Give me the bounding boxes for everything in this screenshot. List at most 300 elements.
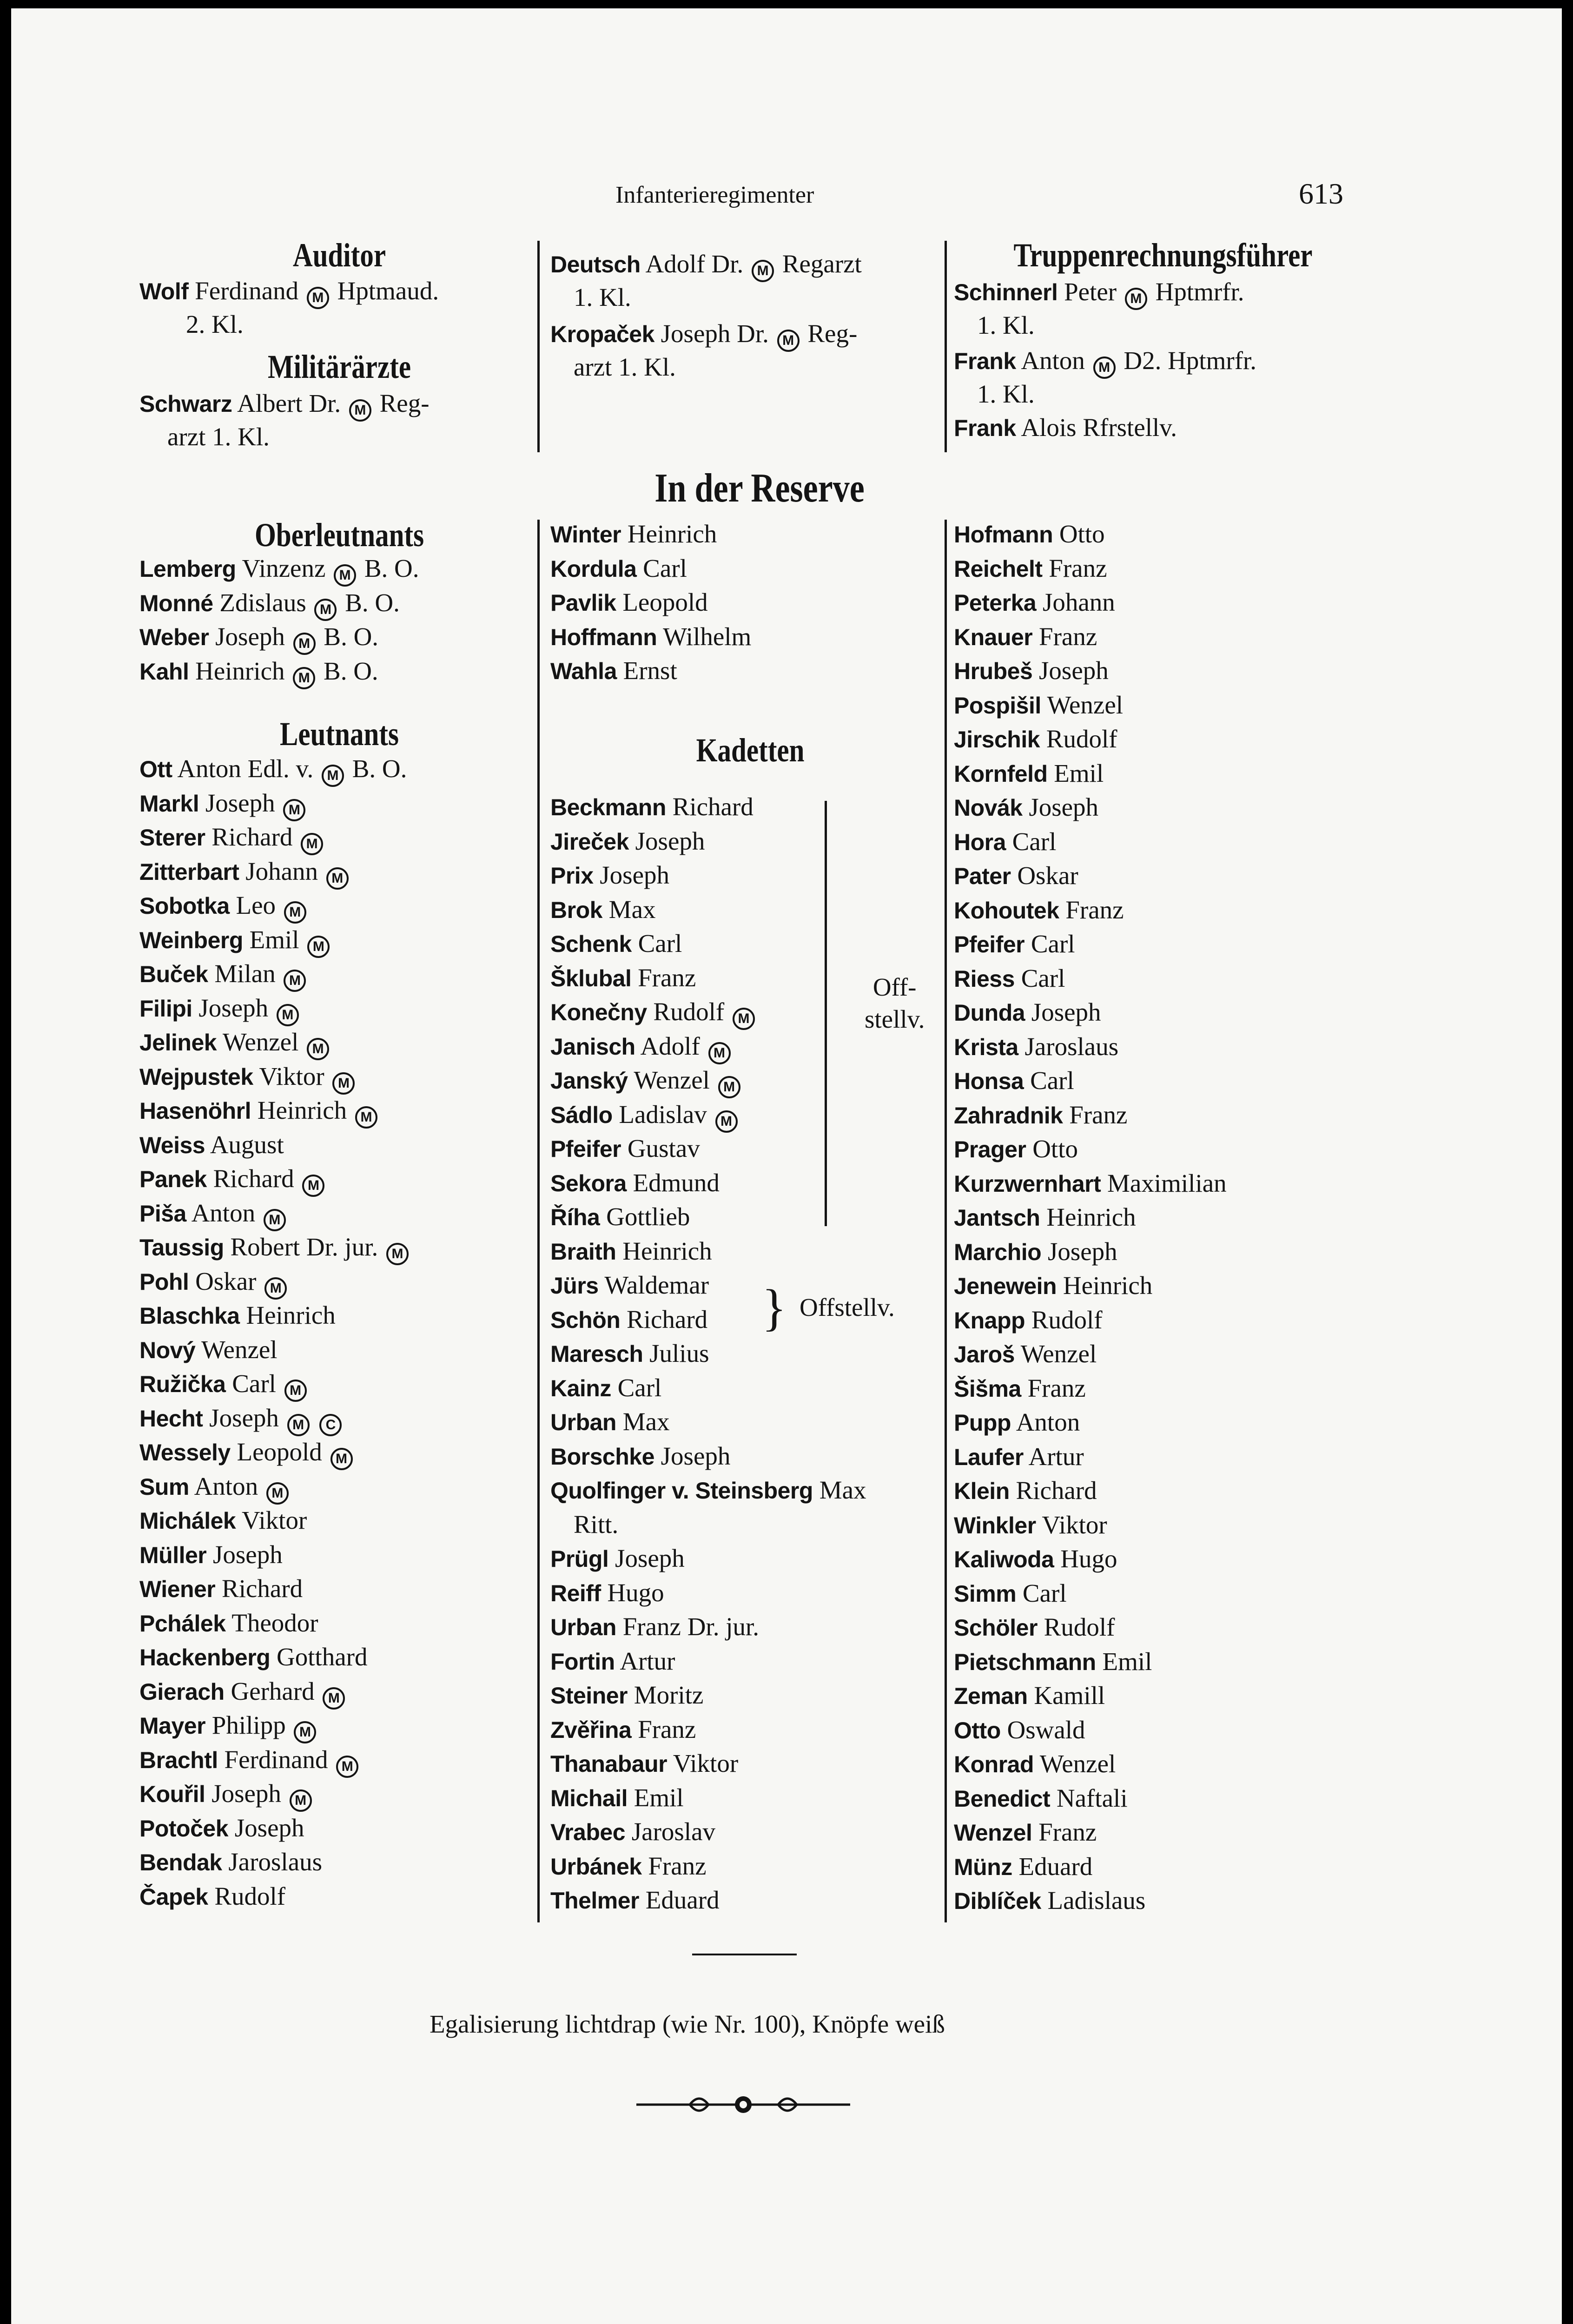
entry-line — [139, 658, 378, 689]
given-name: Hugo — [607, 1578, 664, 1607]
surname: Thanabaur — [550, 1751, 668, 1777]
surname: Pchálek — [139, 1610, 226, 1637]
given-name: Otto — [1059, 520, 1105, 548]
section-heading: Auditor — [292, 237, 386, 274]
given-name: Jaroslaus — [1024, 1032, 1119, 1061]
medal-icon: M — [386, 1243, 409, 1265]
given-name: Philipp — [211, 1711, 286, 1739]
surname: Marchio — [954, 1239, 1042, 1265]
surname: Mayer — [139, 1713, 206, 1739]
given-name: Joseph — [1047, 1237, 1117, 1266]
given-name: Leo — [236, 891, 276, 919]
surname: Kahl — [139, 658, 189, 685]
entry-line — [139, 1644, 368, 1670]
bracket-note: Off- stellv. — [865, 973, 925, 1033]
entry-line — [550, 1819, 715, 1844]
surname: Zitterbart — [139, 858, 239, 885]
surname: Ott — [139, 756, 172, 782]
rank-suffix: B. O. — [364, 554, 419, 582]
given-name: Joseph — [209, 1403, 279, 1432]
surname: Knapp — [954, 1307, 1025, 1334]
entry-line — [550, 897, 656, 922]
given-name: Rudolf — [653, 997, 725, 1026]
surname: Brachtl — [139, 1747, 218, 1773]
given-name: Carl — [617, 1373, 662, 1402]
entry-line — [139, 995, 301, 1026]
given-name: Richard — [627, 1305, 708, 1334]
surname: Winter — [550, 522, 621, 548]
medal-icon: M — [293, 667, 315, 689]
entry-line — [139, 1234, 410, 1265]
entry-line — [954, 1444, 1084, 1469]
bracket — [825, 801, 827, 1226]
surname: Wessely — [139, 1439, 231, 1466]
given-name: Rudolf — [1046, 725, 1117, 753]
entry-line — [139, 790, 307, 821]
medal-icon: M — [715, 1110, 738, 1133]
surname: Hecht — [139, 1405, 203, 1432]
entry-line: 1. Kl. — [977, 380, 1035, 408]
given-name: Joseph — [600, 861, 669, 889]
entry-line: 1. Kl. — [977, 311, 1035, 339]
surname: Hora — [954, 829, 1006, 855]
surname: Kohoutek — [954, 897, 1059, 924]
surname: Sádlo — [550, 1102, 613, 1128]
entry-line — [139, 1507, 307, 1533]
entry-line — [954, 794, 1098, 820]
document-page — [11, 8, 1562, 2324]
entry-line — [954, 589, 1115, 615]
entry-line — [139, 961, 308, 992]
entry-line — [550, 1307, 707, 1332]
column-divider — [537, 520, 540, 1922]
given-name: Franz — [648, 1851, 707, 1880]
surname: Hofmann — [954, 522, 1053, 548]
entry-line — [139, 1678, 347, 1710]
medal-icon: M — [1125, 288, 1147, 310]
surname: Wahla — [550, 658, 617, 684]
rank-suffix: B. O. — [324, 656, 378, 685]
surname: Laufer — [954, 1444, 1024, 1470]
surname: Pavlik — [550, 590, 616, 616]
entry-line — [139, 1200, 288, 1231]
surname: Zeman — [954, 1683, 1028, 1709]
entry-line — [954, 555, 1107, 581]
surname: Dunda — [954, 1000, 1025, 1026]
entry-line — [954, 1239, 1117, 1264]
entry-line — [954, 1580, 1067, 1606]
medal-icon: M — [326, 867, 349, 890]
given-name: Carl — [1030, 1066, 1074, 1095]
surname: Hackenberg — [139, 1644, 271, 1670]
entry-line: Frank Anton M D2. Hptmrfr. — [954, 348, 1256, 379]
given-name: Artur — [620, 1646, 675, 1675]
entry-line — [139, 1576, 303, 1601]
entry-line — [550, 624, 751, 649]
surname: Bendak — [139, 1849, 222, 1875]
entry-line: Frank Alois Rfrstellv. — [954, 413, 1177, 442]
given-name: Moritz — [634, 1681, 704, 1709]
surname: Weber — [139, 624, 209, 650]
given-name: Johann — [245, 857, 318, 885]
surname: Jirschik — [954, 726, 1040, 753]
entry-line — [139, 590, 400, 621]
entry-line — [139, 1371, 309, 1402]
entry-line — [954, 931, 1075, 957]
given-name: Naftali — [1056, 1783, 1128, 1812]
entry-line — [550, 1067, 742, 1098]
given-name: Joseph — [198, 993, 269, 1022]
medal-icon: M — [307, 287, 329, 309]
entry-line — [954, 1102, 1127, 1128]
entry-line — [550, 931, 682, 956]
given-name: Emil — [1054, 759, 1104, 787]
entry-line — [550, 999, 757, 1030]
given-name: Joseph — [1039, 656, 1109, 685]
entry-line — [954, 1307, 1103, 1333]
entry-line — [954, 1546, 1117, 1571]
surname: Sekora — [550, 1170, 627, 1196]
surname: Taussig — [139, 1235, 224, 1261]
surname: Novák — [954, 795, 1023, 821]
given-name: Heinrich — [1046, 1203, 1136, 1231]
entry-line — [550, 589, 708, 615]
section-heading: In der Reserve — [654, 466, 865, 511]
surname: Krista — [954, 1034, 1018, 1060]
entry-line — [954, 1170, 1227, 1196]
surname: Markl — [139, 790, 199, 817]
surname: Jantsch — [954, 1205, 1040, 1231]
surname: Wejpustek — [139, 1063, 253, 1090]
given-name: Theodor — [231, 1608, 318, 1637]
medal-icon: M — [264, 1277, 287, 1300]
surname: Winkler — [954, 1512, 1036, 1538]
given-name: Richard — [1016, 1476, 1097, 1505]
entry-line — [954, 1854, 1092, 1879]
entry-line — [139, 1063, 357, 1095]
given-name: Wenzel — [222, 1028, 299, 1056]
surname: Borschke — [550, 1443, 654, 1470]
given-name: Franz — [1049, 554, 1107, 582]
medal-icon: M — [332, 1072, 355, 1095]
entry-line — [954, 897, 1124, 923]
given-name: Ritt. — [574, 1510, 619, 1538]
surname: Weiss — [139, 1132, 205, 1158]
entry-line — [139, 1473, 291, 1505]
surname: Honsa — [954, 1068, 1024, 1094]
surname: Jürs — [550, 1273, 599, 1299]
surname: Braith — [550, 1238, 616, 1265]
surname: Riess — [954, 965, 1015, 992]
given-name: Oswald — [1007, 1715, 1085, 1744]
surname: Brok — [550, 897, 602, 923]
given-name: Maximilian — [1107, 1169, 1227, 1197]
medal-icon: M — [1093, 357, 1116, 379]
given-name: Anton — [194, 1472, 258, 1500]
entry-line — [550, 1102, 740, 1133]
entry-line: Wolf Ferdinand M Hptmaud. — [139, 278, 439, 309]
surname: Gierach — [139, 1678, 225, 1705]
surname: Simm — [954, 1580, 1017, 1607]
surname: Kordula — [550, 555, 637, 582]
surname: Kaliwoda — [954, 1546, 1054, 1572]
entry-line — [954, 1649, 1152, 1674]
entry-line — [954, 1478, 1097, 1503]
medal-icon: M — [708, 1042, 731, 1064]
entry-line — [550, 1409, 670, 1434]
surname: Ružička — [139, 1371, 226, 1397]
entry-line: arzt 1. Kl. — [574, 353, 676, 381]
given-name: Wenzel — [634, 1066, 710, 1094]
brace-icon: } — [762, 1279, 786, 1336]
surname: Jenewein — [954, 1273, 1057, 1299]
medal-icon: M — [777, 330, 800, 352]
surname: Schön — [550, 1307, 621, 1333]
given-name: Edmund — [633, 1168, 720, 1197]
surname: Pohl — [139, 1268, 189, 1295]
medal-icon: M — [266, 1482, 289, 1505]
surname: Benedict — [954, 1785, 1051, 1812]
given-name: Gottlieb — [606, 1202, 690, 1231]
given-name: Joseph — [215, 622, 285, 651]
medal-icon: M — [302, 1175, 324, 1197]
given-name: Anton Edl. v. — [177, 754, 314, 783]
surname: Nový — [139, 1337, 196, 1363]
rank-suffix: B. O. — [345, 588, 400, 617]
given-name: Rudolf — [1031, 1305, 1103, 1334]
entry-line — [550, 1477, 866, 1503]
entry-line — [954, 1512, 1107, 1538]
entry-line — [954, 1717, 1085, 1743]
given-name: Viktor — [673, 1749, 739, 1777]
medal-icon: M — [307, 936, 330, 958]
given-name: Wenzel — [201, 1335, 278, 1364]
surname: Prügl — [550, 1546, 609, 1572]
given-name: Joseph — [1031, 998, 1101, 1026]
entry-line — [954, 863, 1078, 888]
given-name: Ladislaus — [1047, 1886, 1146, 1915]
column-divider — [945, 520, 947, 1922]
surname: Pospišil — [954, 692, 1041, 719]
column-divider — [537, 241, 540, 452]
entry-line — [139, 1029, 331, 1060]
given-name: Eduard — [645, 1886, 720, 1914]
entry-line — [954, 658, 1109, 683]
entry-line — [550, 658, 677, 683]
surname: Šišma — [954, 1375, 1021, 1402]
given-name: Heinrich — [257, 1096, 347, 1124]
surname: Lemberg — [139, 556, 236, 582]
given-name: Rudolf — [1044, 1613, 1115, 1641]
medal-icon: M — [322, 765, 344, 787]
entry-line — [954, 1341, 1097, 1367]
entry-line — [954, 1888, 1145, 1913]
given-name: Carl — [1012, 827, 1057, 856]
surname: Pfeifer — [550, 1136, 621, 1162]
entry-line — [954, 760, 1104, 786]
medal-icon: M — [330, 1448, 353, 1470]
surname: Potoček — [139, 1815, 229, 1842]
given-name: Joseph — [635, 826, 705, 855]
given-name: Joseph — [1029, 793, 1099, 821]
given-name: Joseph — [205, 788, 275, 817]
given-name: Wenzel — [1020, 1340, 1097, 1368]
surname: Weinberg — [139, 927, 243, 953]
given-name: Hugo — [1060, 1545, 1117, 1573]
given-name: Ernst — [623, 656, 677, 685]
given-name: Joseph — [213, 1540, 283, 1569]
entry-line: Schwarz Albert Dr. M Reg- — [139, 390, 430, 422]
given-name: Carl — [643, 554, 687, 582]
given-name: Otto — [1032, 1135, 1078, 1163]
entry-line: Kropaček Joseph Dr. M Reg- — [550, 321, 857, 352]
given-name: Richard — [213, 1164, 294, 1193]
entry-line — [954, 1204, 1136, 1230]
entry-line — [139, 555, 419, 587]
entry-line — [550, 1853, 707, 1879]
entry-line — [550, 1580, 664, 1605]
entry-line — [139, 1166, 326, 1197]
entry-line — [954, 1785, 1128, 1811]
medal-icon: M — [301, 833, 323, 855]
given-name: Carl — [638, 929, 682, 957]
surname: Wiener — [139, 1576, 216, 1602]
given-name: Anton — [1016, 1408, 1080, 1436]
medal-icon: M — [294, 1721, 316, 1743]
entry-line — [550, 521, 717, 547]
given-name: Eduard — [1018, 1852, 1093, 1881]
entry-line — [139, 1747, 360, 1778]
surname: Hoffmann — [550, 624, 657, 650]
medal-icon: M — [284, 1380, 307, 1402]
surname: Vrabec — [550, 1819, 626, 1845]
surname: Urban — [550, 1614, 616, 1640]
entry-line — [954, 1614, 1115, 1640]
surname: Quolfinger v. Steinsberg — [550, 1478, 813, 1504]
given-name: Wilhelm — [663, 622, 752, 651]
given-name: Adolf — [640, 1031, 700, 1060]
surname: Sterer — [139, 825, 205, 851]
surname: Šklubal — [550, 965, 632, 991]
given-name: Gerhard — [231, 1677, 315, 1705]
given-name: Richard — [672, 792, 753, 821]
given-name: Franz Dr. jur. — [622, 1612, 760, 1641]
section-heading: Militärärzte — [267, 348, 411, 385]
given-name: Wenzel — [1039, 1750, 1116, 1778]
given-name: Emil — [1102, 1647, 1152, 1676]
surname: Monné — [139, 590, 213, 616]
surname: Steiner — [550, 1683, 628, 1709]
medal-icon: M — [264, 1209, 286, 1231]
given-name: Oskar — [195, 1267, 257, 1295]
surname: Panek — [139, 1166, 207, 1192]
entry-line — [139, 1610, 318, 1636]
entry-line — [954, 726, 1117, 752]
entry-line — [139, 1302, 336, 1328]
section-heading: Oberleutnants — [254, 516, 424, 554]
surname: Blaschka — [139, 1303, 240, 1329]
given-name: Julius — [649, 1339, 709, 1367]
given-name: Franz — [1038, 1818, 1097, 1846]
given-name: Ferdinand — [224, 1745, 328, 1774]
entry-line — [550, 555, 687, 581]
entry-line — [139, 624, 378, 655]
entry-line — [574, 1512, 618, 1537]
entry-line — [550, 1648, 675, 1674]
medal-icon: M — [355, 1106, 377, 1129]
surname: Čapek — [139, 1883, 208, 1910]
surname: Michail — [550, 1785, 628, 1811]
given-name: Oskar — [1017, 861, 1078, 890]
given-name: Franz — [638, 963, 696, 992]
bracket-note: Offstellv. — [800, 1293, 895, 1321]
given-name: Heinrich — [622, 1236, 712, 1265]
surname: Müller — [139, 1542, 207, 1568]
surname: Janský — [550, 1068, 628, 1094]
given-name: Joseph — [211, 1779, 281, 1808]
section-heading: Leutnants — [280, 715, 399, 753]
medal-icon: M — [336, 1756, 358, 1778]
surname: Kornfeld — [954, 760, 1048, 787]
entry-line — [550, 828, 705, 854]
given-name: Max — [622, 1407, 670, 1436]
entry-line — [550, 1204, 690, 1229]
entry-line — [550, 862, 669, 888]
given-name: Carl — [1031, 930, 1075, 958]
medal-icon: M — [307, 1038, 329, 1060]
section-heading: Kadetten — [696, 732, 805, 769]
given-name: Franz — [1039, 622, 1097, 651]
surname: Pietschmann — [954, 1649, 1096, 1675]
given-name: Emil — [634, 1783, 684, 1812]
medal-icon: M — [349, 399, 371, 422]
entry-line — [550, 1136, 700, 1161]
entry-line — [139, 1405, 344, 1436]
entry-line — [550, 1272, 709, 1298]
surname: Kainz — [550, 1375, 611, 1401]
entry-line — [139, 1132, 284, 1157]
surname: Urban — [550, 1409, 616, 1435]
entry-line — [954, 692, 1123, 718]
entry-line — [954, 1375, 1086, 1401]
surname: Reichelt — [954, 555, 1043, 582]
given-name: Carl — [232, 1369, 276, 1398]
given-name: Heinrich — [246, 1301, 336, 1329]
surname: Otto — [954, 1717, 1001, 1743]
given-name: Joseph — [661, 1441, 731, 1470]
surname: Michálek — [139, 1508, 236, 1534]
running-title: Infanterieregimenter — [615, 182, 814, 208]
given-name: Jaroslav — [631, 1817, 715, 1846]
entry-line: Deutsch Adolf Dr. M Regarzt — [550, 251, 862, 282]
entry-line — [954, 1136, 1078, 1162]
medal-icon: M — [283, 799, 305, 821]
entry-line — [139, 1849, 322, 1875]
column-divider — [945, 241, 947, 452]
given-name: Robert Dr. jur. — [230, 1233, 378, 1261]
rank-suffix: B. O. — [324, 622, 379, 651]
surname: Münz — [954, 1854, 1012, 1880]
entry-line — [550, 1614, 759, 1639]
surname: Maresch — [550, 1341, 643, 1367]
given-name: Anton — [191, 1198, 256, 1227]
given-name: August — [210, 1130, 284, 1159]
entry-line — [550, 1238, 712, 1264]
entry-line — [139, 1883, 285, 1909]
footer-note: Egalisierung lichtdrap (wie Nr. 100), Knöpfe weiß — [430, 2010, 945, 2038]
surname: Pfeifer — [954, 931, 1025, 957]
entry-line — [139, 1712, 318, 1743]
